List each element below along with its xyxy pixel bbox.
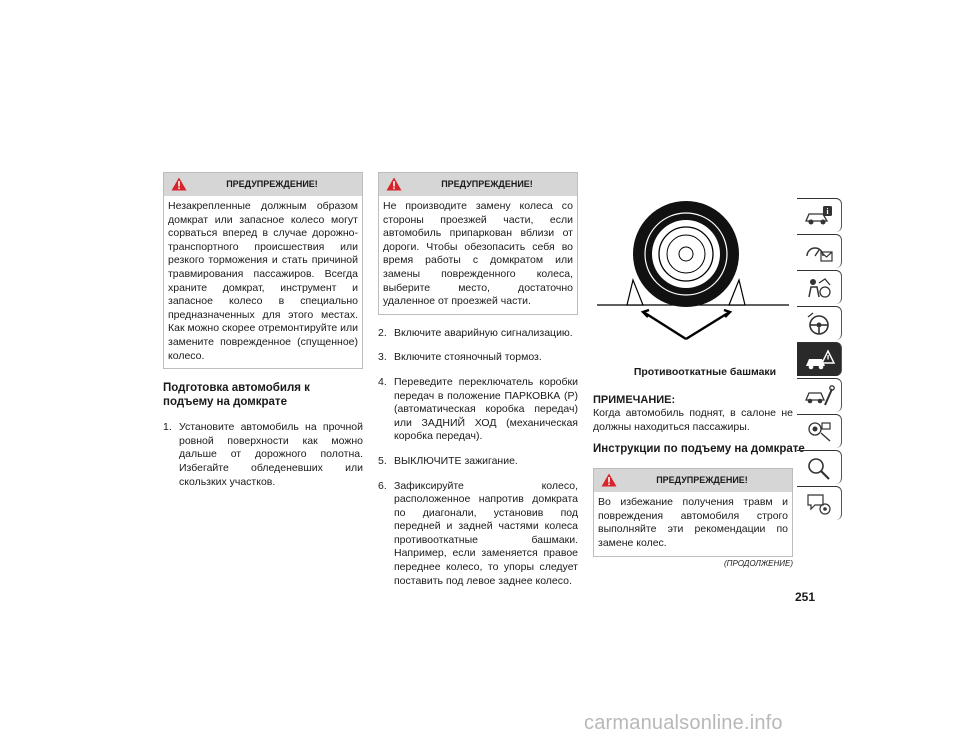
steps-list bbox=[378, 327, 578, 589]
note-title: ПРИМЕЧАНИЕ: bbox=[593, 394, 676, 406]
specs-icon bbox=[803, 419, 835, 445]
warning-title: ПРЕДУПРЕЖДЕНИЕ! bbox=[441, 179, 533, 189]
continued-label: (ПРОДОЛЖЕНИЕ) bbox=[724, 558, 793, 568]
warning-header bbox=[594, 469, 792, 492]
tab-dashboard[interactable] bbox=[797, 234, 842, 268]
warning-triangle-icon bbox=[601, 473, 617, 487]
list-item: 5. ВЫКЛЮЧИТЕ зажигание. bbox=[378, 454, 518, 467]
tab-safety[interactable] bbox=[797, 270, 842, 304]
watermark-text: carmanualsonline.info bbox=[584, 712, 783, 734]
column-right bbox=[593, 196, 805, 571]
tab-language[interactable] bbox=[797, 486, 842, 520]
wheel-chocks-drawing bbox=[593, 196, 793, 356]
list-item: 2. Включите аварийную сигнализацию. bbox=[378, 326, 573, 339]
column-middle bbox=[378, 172, 578, 599]
list-item: 4. Переведите переключатель коробки передач в положение ПАРКОВКА (P) (автоматическая коробка передач) или ЗАДНИЙ ХОД (механическая коробка передач). bbox=[378, 375, 578, 443]
warning-triangle-icon bbox=[171, 177, 187, 191]
warning-text: Не производите замену колеса со стороны проезжей части, если автомобиль припаркован вблизи от дороги. Чтобы обезопасить себя во время работы с домкратом или замены поврежденного колеса, выберите место, достаточно удаленное от проезжей части. bbox=[383, 200, 573, 308]
list-item: 6. Зафиксируйте колесо, расположенное напротив домкрата по диагонали, установив под передней и задней частями колеса противооткатные башмаки. Например, если заменяется правое переднее колесо, то упоры следует поставить под левое заднее колесо. bbox=[378, 479, 578, 587]
section-heading: Подготовка автомобиля к подъему на домкрате bbox=[163, 382, 310, 409]
warning-box bbox=[163, 172, 363, 369]
figure-caption: Противооткатные башмаки bbox=[633, 366, 777, 378]
service-car-icon bbox=[803, 383, 835, 409]
note-text: Когда автомобиль поднят, в салоне не должны находиться пассажиры. bbox=[593, 407, 793, 433]
section-heading: Инструкции по подъему на домкрате bbox=[593, 443, 805, 456]
chapter-tabs bbox=[797, 198, 842, 522]
column-left bbox=[163, 172, 363, 500]
car-info-icon bbox=[803, 203, 835, 229]
warning-title: ПРЕДУПРЕЖДЕНИЕ! bbox=[656, 475, 748, 486]
wheel-chocks-illustration bbox=[593, 196, 793, 356]
warning-header bbox=[379, 173, 577, 196]
warning-header bbox=[164, 173, 362, 196]
warning-triangle-icon bbox=[386, 177, 402, 191]
tab-index[interactable] bbox=[797, 450, 842, 484]
emergency-warning-icon bbox=[803, 347, 835, 373]
tab-specs[interactable] bbox=[797, 414, 842, 448]
tab-service[interactable] bbox=[797, 378, 842, 412]
tab-driving[interactable] bbox=[797, 306, 842, 340]
warning-text: Во избежание получения травм и повреждения автомобиля строго выполняйте эти рекомендации по замене колес. bbox=[598, 496, 788, 549]
warning-box bbox=[593, 468, 793, 556]
tab-car-info[interactable] bbox=[797, 198, 842, 232]
tab-emergency[interactable] bbox=[797, 342, 842, 376]
svg-text:i: i bbox=[826, 207, 829, 216]
list-item: 1. Установите автомобиль на прочной ровной поверхности как можно дальше от дорожного полотна. Избегайте обледеневших или скользких участков. bbox=[163, 421, 363, 488]
dashboard-lights-icon bbox=[803, 239, 835, 265]
language-index-icon bbox=[803, 491, 835, 517]
steering-wheel-icon bbox=[803, 311, 835, 337]
steps-list bbox=[163, 421, 363, 489]
search-icon bbox=[803, 455, 835, 481]
page-number: 251 bbox=[795, 590, 816, 604]
safety-airbag-icon bbox=[803, 275, 835, 301]
warning-text: Незакрепленные должным образом домкрат или запасное колесо могут сорваться вперед в случае дорожно-транспортного происшествия или резкого торможения и стать причиной травмирования пассажиров. Всегда храните домкрат, инструмент и запасное колесо в специально предназначенных для этого местах. Как можно скорее отремонтируйте или замените поврежденное (спущенное) колесо. bbox=[168, 200, 358, 362]
list-item: 3. Включите стояночный тормоз. bbox=[378, 351, 542, 364]
warning-title: ПРЕДУПРЕЖДЕНИЕ! bbox=[226, 179, 318, 189]
warning-box bbox=[378, 172, 578, 315]
